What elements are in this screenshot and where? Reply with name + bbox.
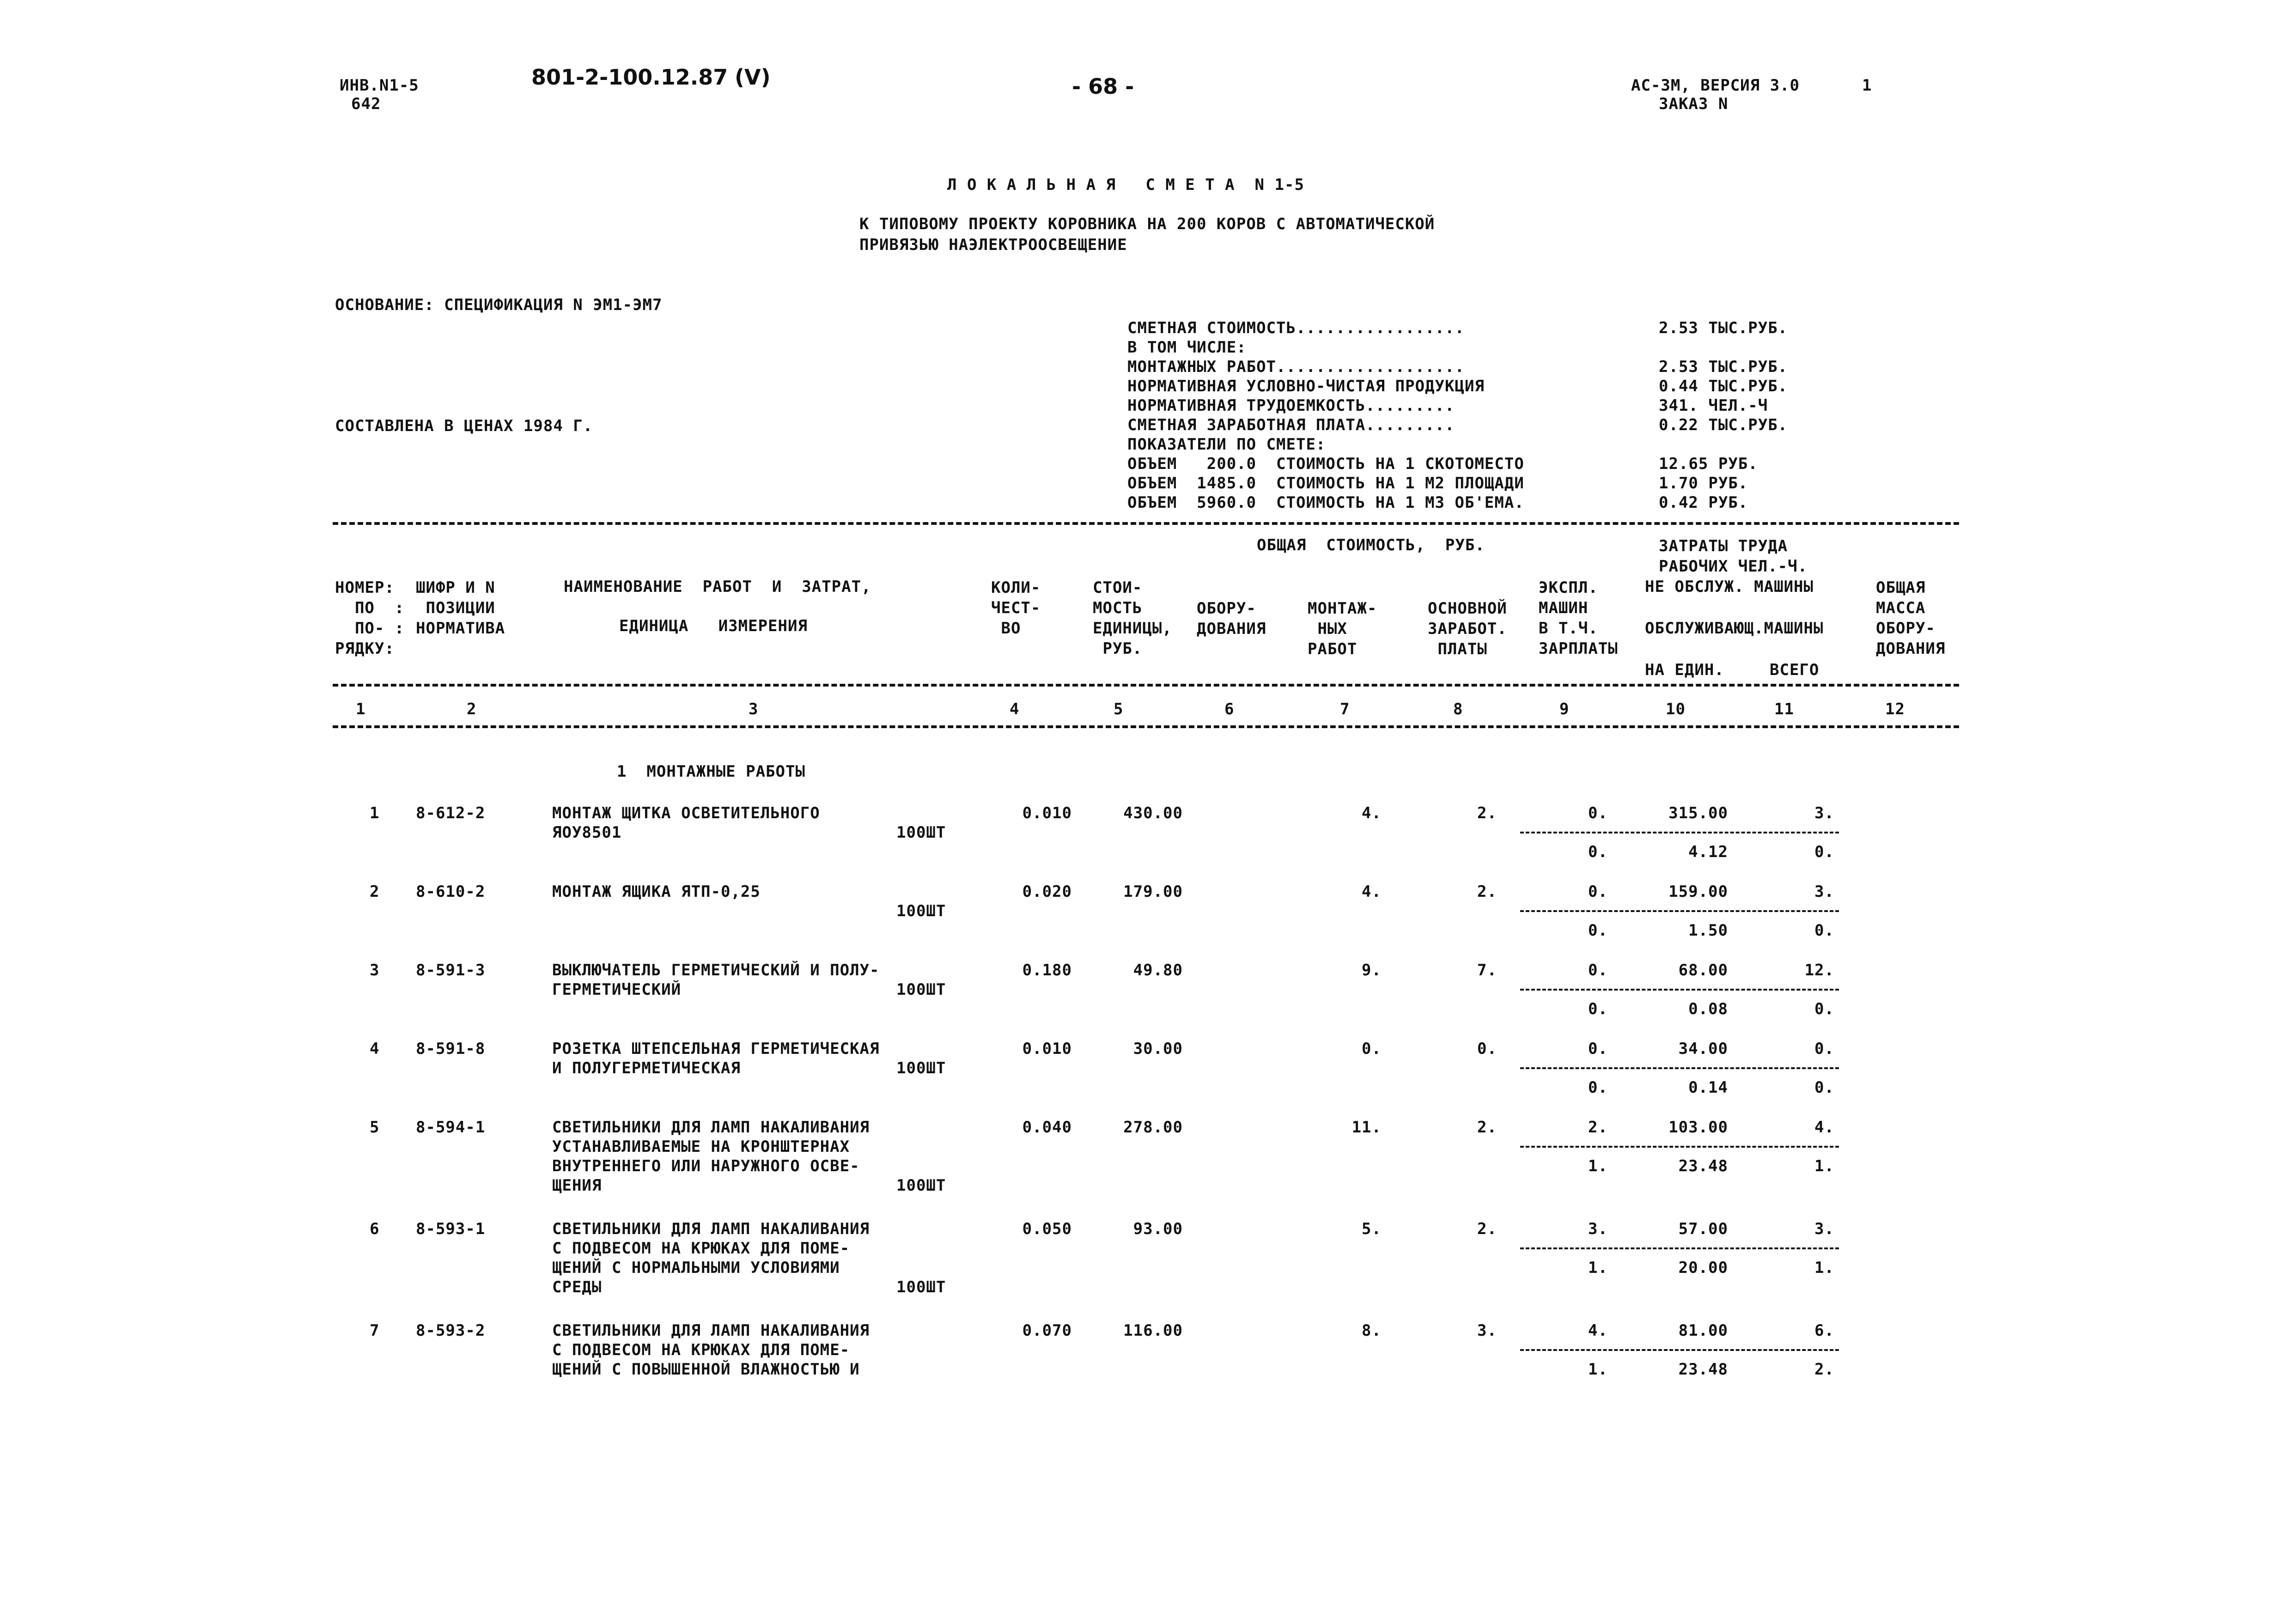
row-code: 8-612-2 bbox=[416, 804, 486, 822]
row-salary: 3. bbox=[1477, 1321, 1497, 1340]
row-salary: 2. bbox=[1477, 1220, 1497, 1238]
row-salary: 2. bbox=[1477, 804, 1497, 822]
version-number: 1 bbox=[1862, 76, 1872, 95]
row-machines-salary: 1. bbox=[1588, 1259, 1608, 1277]
summary-label: НОРМАТИВНАЯ УСЛОВНО-ЧИСТАЯ ПРОДУКЦИЯ bbox=[1127, 377, 1485, 395]
document-subtitle-2: ПРИВЯЗЬЮ НАЭЛЕКТРООСВЕЩЕНИЕ bbox=[859, 236, 1127, 254]
column-number: 3 bbox=[749, 700, 759, 718]
summary-label: В ТОМ ЧИСЛЕ: bbox=[1127, 338, 1247, 357]
summary-label: СМЕТНАЯ ЗАРАБОТНАЯ ПЛАТА......... bbox=[1127, 416, 1455, 434]
header-top-rule bbox=[333, 522, 1959, 525]
row-labor-per-unit: 103.00 bbox=[1668, 1118, 1728, 1137]
row-labor-service-per-unit: 0.08 bbox=[1688, 1000, 1728, 1018]
col-mounting-header: МОНТАЖ- НЫХ РАБОТ bbox=[1308, 599, 1377, 658]
row-number: 3 bbox=[370, 961, 380, 979]
col-equipment-header: ОБОРУ- ДОВАНИЯ bbox=[1197, 599, 1266, 638]
row-number: 5 bbox=[370, 1118, 380, 1137]
document-subtitle-1: К ТИПОВОМУ ПРОЕКТУ КОРОВНИКА НА 200 КОРОВ С АВТОМАТИЧЕСКОЙ bbox=[859, 215, 1435, 233]
prices-text: СОСТАВЛЕНА В ЦЕНАХ 1984 Г. bbox=[335, 417, 593, 435]
row-labor-service-total: 0. bbox=[1814, 843, 1834, 861]
row-sub-rule bbox=[1520, 1349, 1839, 1351]
row-mounting-cost: 4. bbox=[1362, 804, 1382, 822]
row-labor-service-per-unit: 4.12 bbox=[1688, 843, 1728, 861]
col-per-unit-header: НА ЕДИН. bbox=[1645, 661, 1724, 679]
row-code: 8-594-1 bbox=[416, 1118, 486, 1137]
row-code: 8-591-3 bbox=[416, 961, 486, 979]
summary-value: 2.53 ТЫС.РУБ. bbox=[1659, 319, 1788, 337]
summary-value: 12.65 РУБ. bbox=[1659, 455, 1758, 473]
row-labor-service-per-unit: 0.14 bbox=[1688, 1078, 1728, 1097]
summary-value: 0.22 ТЫС.РУБ. bbox=[1659, 416, 1788, 434]
summary-label: ОБЪЕМ 5960.0 СТОИМОСТЬ НА 1 М3 ОБ'ЕМА. bbox=[1127, 493, 1524, 512]
row-labor-service-total: 0. bbox=[1814, 1078, 1834, 1097]
row-mounting-cost: 5. bbox=[1362, 1220, 1382, 1238]
column-number: 6 bbox=[1224, 700, 1235, 718]
row-number: 6 bbox=[370, 1220, 380, 1238]
summary-value: 0.44 ТЫС.РУБ. bbox=[1659, 377, 1788, 395]
row-name-line: СВЕТИЛЬНИКИ ДЛЯ ЛАМП НАКАЛИВАНИЯ bbox=[552, 1220, 870, 1238]
row-salary: 7. bbox=[1477, 961, 1497, 979]
row-code: 8-591-8 bbox=[416, 1040, 486, 1058]
row-name-line: С ПОДВЕСОМ НА КРЮКАХ ДЛЯ ПОМЕ- bbox=[552, 1239, 850, 1258]
column-number: 7 bbox=[1340, 700, 1350, 718]
summary-label: СМЕТНАЯ СТОИМОСТЬ................. bbox=[1127, 319, 1465, 337]
row-quantity: 0.050 bbox=[1022, 1220, 1072, 1238]
row-quantity: 0.010 bbox=[1022, 1040, 1072, 1058]
inventory-number: 642 bbox=[351, 95, 381, 113]
row-number: 1 bbox=[370, 804, 380, 822]
row-labor-service-per-unit: 1.50 bbox=[1688, 921, 1728, 940]
row-unit: 100ШТ bbox=[896, 980, 946, 999]
row-machines-salary: 1. bbox=[1588, 1157, 1608, 1175]
row-name-line: МОНТАЖ ЩИТКА ОСВЕТИТЕЛЬНОГО bbox=[552, 804, 820, 822]
column-number: 4 bbox=[1010, 700, 1020, 718]
col-labor-nonservice-header: НЕ ОБСЛУЖ. МАШИНЫ bbox=[1645, 578, 1814, 596]
row-labor-total: 0. bbox=[1814, 1040, 1834, 1058]
summary-value: 2.53 ТЫС.РУБ. bbox=[1659, 358, 1788, 376]
summary-value: 1.70 РУБ. bbox=[1659, 474, 1748, 493]
row-name-line: ЩЕНИЯ bbox=[552, 1176, 602, 1195]
row-unit: 100ШТ bbox=[896, 1278, 946, 1296]
row-mounting-cost: 11. bbox=[1351, 1118, 1382, 1137]
row-labor-total: 3. bbox=[1814, 804, 1834, 822]
section-title: 1 МОНТАЖНЫЕ РАБОТЫ bbox=[617, 762, 805, 781]
row-labor-service-total: 0. bbox=[1814, 921, 1834, 940]
row-labor-total: 4. bbox=[1814, 1118, 1834, 1137]
row-name-line: ЯОУ8501 bbox=[552, 823, 622, 842]
column-number: 9 bbox=[1559, 700, 1570, 718]
row-machines-salary: 1. bbox=[1588, 1360, 1608, 1379]
header-bottom-rule bbox=[333, 725, 1959, 728]
row-labor-service-total: 1. bbox=[1814, 1157, 1834, 1175]
col-code-header: ШИФР И N ПОЗИЦИИ НОРМАТИВА bbox=[416, 578, 505, 638]
row-unit: 100ШТ bbox=[896, 902, 946, 920]
row-name-line: ГЕРМЕТИЧЕСКИЙ bbox=[552, 980, 682, 999]
row-sub-rule bbox=[1520, 1146, 1839, 1148]
row-sub-rule bbox=[1520, 989, 1839, 991]
row-sub-rule bbox=[1520, 910, 1839, 912]
row-machines: 0. bbox=[1588, 961, 1608, 979]
row-number: 4 bbox=[370, 1040, 380, 1058]
column-number: 1 bbox=[356, 700, 366, 718]
row-code: 8-593-2 bbox=[416, 1321, 486, 1340]
row-machines: 0. bbox=[1588, 882, 1608, 901]
row-name-line: СВЕТИЛЬНИКИ ДЛЯ ЛАМП НАКАЛИВАНИЯ bbox=[552, 1321, 870, 1340]
row-unit: 100ШТ bbox=[896, 1176, 946, 1195]
col-qty-header: КОЛИ- ЧЕСТ- ВО bbox=[991, 578, 1041, 638]
row-unit-price: 30.00 bbox=[1133, 1040, 1183, 1058]
row-machines: 0. bbox=[1588, 804, 1608, 822]
row-labor-service-per-unit: 23.48 bbox=[1678, 1360, 1728, 1379]
col-salary-header: ОСНОВНОЙ ЗАРАБОТ. ПЛАТЫ bbox=[1428, 599, 1507, 658]
page-number: - 68 - bbox=[1072, 74, 1134, 99]
row-machines: 3. bbox=[1588, 1220, 1608, 1238]
row-labor-per-unit: 315.00 bbox=[1668, 804, 1728, 822]
summary-label: ОБЪЕМ 200.0 СТОИМОСТЬ НА 1 СКОТОМЕСТО bbox=[1127, 455, 1524, 473]
row-labor-per-unit: 159.00 bbox=[1668, 882, 1728, 901]
row-sub-rule bbox=[1520, 1067, 1839, 1069]
row-sub-rule bbox=[1520, 832, 1839, 833]
row-name-line: ЩЕНИЙ С ПОВЫШЕННОЙ ВЛАЖНОСТЬЮ И bbox=[552, 1360, 860, 1379]
row-number: 7 bbox=[370, 1321, 380, 1340]
row-unit-price: 116.00 bbox=[1123, 1321, 1183, 1340]
document-code-suffix: (V) bbox=[735, 65, 771, 90]
row-machines-salary: 0. bbox=[1588, 921, 1608, 940]
row-labor-total: 12. bbox=[1804, 961, 1834, 979]
row-labor-service-per-unit: 23.48 bbox=[1678, 1157, 1728, 1175]
row-unit: 100ШТ bbox=[896, 1059, 946, 1077]
row-labor-total: 3. bbox=[1814, 1220, 1834, 1238]
row-name-line: МОНТАЖ ЯЩИКА ЯТП-0,25 bbox=[552, 882, 761, 901]
row-unit-price: 179.00 bbox=[1123, 882, 1183, 901]
row-mounting-cost: 0. bbox=[1362, 1040, 1382, 1058]
row-number: 2 bbox=[370, 882, 380, 901]
summary-label: ОБЪЕМ 1485.0 СТОИМОСТЬ НА 1 М2 ПЛОЩАДИ bbox=[1127, 474, 1524, 493]
row-quantity: 0.180 bbox=[1022, 961, 1072, 979]
row-name-line: ЩЕНИЙ С НОРМАЛЬНЫМИ УСЛОВИЯМИ bbox=[552, 1259, 840, 1277]
column-number: 5 bbox=[1114, 700, 1124, 718]
col-price-header: СТОИ- МОСТЬ ЕДИНИЦЫ, РУБ. bbox=[1093, 578, 1172, 658]
column-number: 12 bbox=[1885, 700, 1905, 718]
col-name-header: НАИМЕНОВАНИЕ РАБОТ И ЗАТРАТ, bbox=[564, 578, 871, 596]
col-group-labor-header: ЗАТРАТЫ ТРУДА РАБОЧИХ ЧЕЛ.-Ч. bbox=[1659, 537, 1808, 576]
row-salary: 0. bbox=[1477, 1040, 1497, 1058]
summary-label: НОРМАТИВНАЯ ТРУДОЕМКОСТЬ......... bbox=[1127, 396, 1455, 415]
header-mid-rule bbox=[333, 684, 1959, 687]
row-name-line: СРЕДЫ bbox=[552, 1278, 602, 1296]
row-salary: 2. bbox=[1477, 882, 1497, 901]
row-unit-price: 278.00 bbox=[1123, 1118, 1183, 1137]
col-mass-header: ОБЩАЯ МАССА ОБОРУ- ДОВАНИЯ bbox=[1876, 578, 1946, 658]
row-labor-total: 6. bbox=[1814, 1321, 1834, 1340]
row-mounting-cost: 8. bbox=[1362, 1321, 1382, 1340]
row-name-line: ВНУТРЕННЕГО ИЛИ НАРУЖНОГО ОСВЕ- bbox=[552, 1157, 860, 1175]
row-code: 8-610-2 bbox=[416, 882, 486, 901]
row-name-line: ВЫКЛЮЧАТЕЛЬ ГЕРМЕТИЧЕСКИЙ И ПОЛУ- bbox=[552, 961, 880, 979]
row-name-line: РОЗЕТКА ШТЕПСЕЛЬНАЯ ГЕРМЕТИЧЕСКАЯ bbox=[552, 1040, 880, 1058]
row-machines-salary: 0. bbox=[1588, 1000, 1608, 1018]
row-machines-salary: 0. bbox=[1588, 1078, 1608, 1097]
summary-value: 341. ЧЕЛ.-Ч bbox=[1659, 396, 1768, 415]
summary-label: ПОКАЗАТЕЛИ ПО СМЕТЕ: bbox=[1127, 435, 1326, 454]
summary-value: 0.42 РУБ. bbox=[1659, 493, 1748, 512]
row-unit-price: 49.80 bbox=[1133, 961, 1183, 979]
row-machines: 4. bbox=[1588, 1321, 1608, 1340]
row-quantity: 0.040 bbox=[1022, 1118, 1072, 1137]
row-mounting-cost: 4. bbox=[1362, 882, 1382, 901]
row-labor-per-unit: 68.00 bbox=[1678, 961, 1728, 979]
row-machines: 2. bbox=[1588, 1118, 1608, 1137]
basis-text: ОСНОВАНИЕ: СПЕЦИФИКАЦИЯ N ЭМ1-ЭМ7 bbox=[335, 296, 663, 314]
row-labor-per-unit: 34.00 bbox=[1678, 1040, 1728, 1058]
row-name-line: УСТАНАВЛИВАЕМЫЕ НА КРОНШТЕРНАХ bbox=[552, 1137, 850, 1156]
row-unit-price: 430.00 bbox=[1123, 804, 1183, 822]
col-group-total-header: ОБЩАЯ СТОИМОСТЬ, РУБ. bbox=[1257, 536, 1485, 554]
row-labor-service-total: 2. bbox=[1814, 1360, 1834, 1379]
row-machines-salary: 0. bbox=[1588, 843, 1608, 861]
row-machines: 0. bbox=[1588, 1040, 1608, 1058]
summary-label: МОНТАЖНЫХ РАБОТ................... bbox=[1127, 358, 1465, 376]
row-salary: 2. bbox=[1477, 1118, 1497, 1137]
row-quantity: 0.070 bbox=[1022, 1321, 1072, 1340]
col-total-header: ВСЕГО bbox=[1770, 661, 1820, 679]
document-code: 801-2-100.12.87 bbox=[531, 65, 728, 90]
row-labor-per-unit: 57.00 bbox=[1678, 1220, 1728, 1238]
row-sub-rule bbox=[1520, 1247, 1839, 1249]
document-title: Л О К А Л Ь Н А Я С М Е Т А N 1-5 bbox=[947, 176, 1304, 194]
row-labor-service-per-unit: 20.00 bbox=[1678, 1259, 1728, 1277]
column-number: 8 bbox=[1453, 700, 1463, 718]
row-quantity: 0.010 bbox=[1022, 804, 1072, 822]
row-quantity: 0.020 bbox=[1022, 882, 1072, 901]
row-mounting-cost: 9. bbox=[1362, 961, 1382, 979]
row-name-line: С ПОДВЕСОМ НА КРЮКАХ ДЛЯ ПОМЕ- bbox=[552, 1341, 850, 1359]
row-name-line: И ПОЛУГЕРМЕТИЧЕСКАЯ bbox=[552, 1059, 741, 1077]
column-number: 11 bbox=[1774, 700, 1794, 718]
row-labor-per-unit: 81.00 bbox=[1678, 1321, 1728, 1340]
order-label: ЗАКАЗ N bbox=[1659, 95, 1729, 113]
row-unit-price: 93.00 bbox=[1133, 1220, 1183, 1238]
col-unit-header: ЕДИНИЦА ИЗМЕРЕНИЯ bbox=[619, 617, 808, 635]
row-code: 8-593-1 bbox=[416, 1220, 486, 1238]
row-labor-service-total: 1. bbox=[1814, 1259, 1834, 1277]
col-labor-service-header: ОБСЛУЖИВАЮЩ.МАШИНЫ bbox=[1645, 619, 1824, 638]
col-machines-header: ЭКСПЛ. МАШИН В Т.Ч. ЗАРПЛАТЫ bbox=[1539, 578, 1618, 658]
row-unit: 100ШТ bbox=[896, 823, 946, 842]
inventory-label: ИНВ.N1-5 bbox=[340, 76, 419, 95]
column-number: 2 bbox=[467, 700, 477, 718]
column-number: 10 bbox=[1666, 700, 1686, 718]
col-row-number-header: НОМЕР: ПО : ПО- : РЯДКУ: bbox=[335, 578, 405, 658]
version-label: АС-3М, ВЕРСИЯ 3.0 bbox=[1631, 76, 1800, 95]
row-labor-service-total: 0. bbox=[1814, 1000, 1834, 1018]
row-name-line: СВЕТИЛЬНИКИ ДЛЯ ЛАМП НАКАЛИВАНИЯ bbox=[552, 1118, 870, 1137]
row-labor-total: 3. bbox=[1814, 882, 1834, 901]
